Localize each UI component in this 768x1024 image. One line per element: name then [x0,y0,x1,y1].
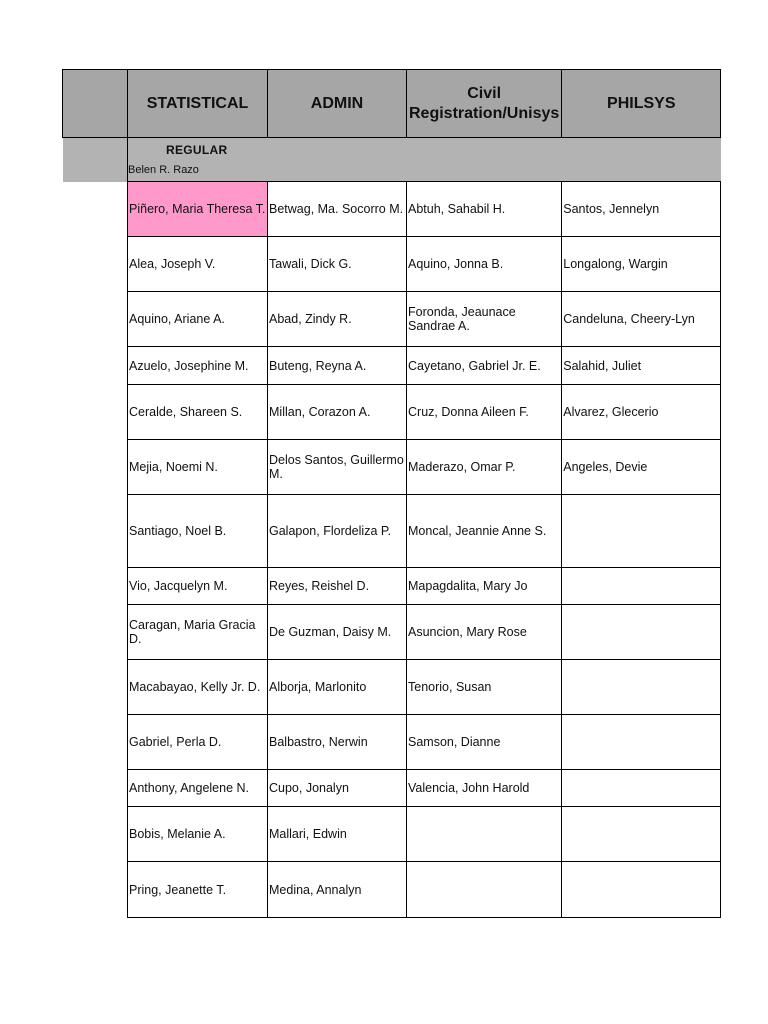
section-label-cell[interactable] [128,138,268,182]
cell-civil-registration[interactable] [407,807,562,862]
cell-philsys[interactable]: Candeluna, Cheery-Lyn [562,292,721,347]
cell-philsys[interactable]: Angeles, Devie [562,440,721,495]
cell-statistical[interactable]: Caragan, Maria Gracia D. [128,605,268,660]
cell-philsys[interactable] [562,807,721,862]
cell-civil-registration[interactable]: Moncal, Jeannie Anne S. [407,495,562,568]
table-row [63,770,721,807]
table-row [63,715,721,770]
cell-admin[interactable]: De Guzman, Daisy M. [268,605,407,660]
cell-civil-registration[interactable]: Cruz, Donna Aileen F. [407,385,562,440]
cell-statistical[interactable]: Anthony, Angelene N. [128,770,268,807]
row-gutter [63,605,128,660]
cell-civil-registration[interactable]: Samson, Dianne [407,715,562,770]
cell-statistical[interactable]: Piñero, Maria Theresa T. [128,182,268,237]
cell-statistical[interactable]: Vio, Jacquelyn M. [128,568,268,605]
cell-philsys[interactable]: Salahid, Juliet [562,347,721,385]
table-row [63,440,721,495]
table-row [63,182,721,237]
cell-civil-registration[interactable]: Asuncion, Mary Rose [407,605,562,660]
cell-admin[interactable]: Tawali, Dick G. [268,237,407,292]
row-gutter [63,807,128,862]
row-gutter [63,568,128,605]
cell-civil-registration[interactable] [407,862,562,918]
cell-statistical[interactable]: Ceralde, Shareen S. [128,385,268,440]
section-row [63,138,721,182]
cell-civil-registration[interactable]: Abtuh, Sahabil H. [407,182,562,237]
cell-philsys[interactable] [562,715,721,770]
header-admin[interactable]: ADMIN [268,70,407,138]
spreadsheet-table [62,69,721,918]
cell-civil-registration[interactable]: Maderazo, Omar P. [407,440,562,495]
table-row [63,385,721,440]
cell-admin[interactable]: Galapon, Flordeliza P. [268,495,407,568]
cell-admin[interactable]: Cupo, Jonalyn [268,770,407,807]
cell-philsys[interactable] [562,495,721,568]
header-row [63,70,721,138]
cell-philsys[interactable]: Longalong, Wargin [562,237,721,292]
section-filler [268,138,407,182]
row-gutter [63,292,128,347]
table-row [63,292,721,347]
cell-admin[interactable]: Millan, Corazon A. [268,385,407,440]
row-gutter [63,862,128,918]
row-gutter [63,237,128,292]
cell-admin[interactable]: Abad, Zindy R. [268,292,407,347]
section-gutter [63,138,128,182]
cell-philsys[interactable] [562,660,721,715]
table-row [63,660,721,715]
row-gutter [63,495,128,568]
table-row [63,605,721,660]
cell-statistical[interactable]: Gabriel, Perla D. [128,715,268,770]
header-civil-registration[interactable]: Civil Registration/Unisys [407,70,562,138]
cell-statistical[interactable]: Bobis, Melanie A. [128,807,268,862]
cell-admin[interactable]: Reyes, Reishel D. [268,568,407,605]
row-gutter [63,770,128,807]
cell-admin[interactable]: Medina, Annalyn [268,862,407,918]
cell-philsys[interactable]: Alvarez, Glecerio [562,385,721,440]
table-row [63,568,721,605]
cell-philsys[interactable]: Santos, Jennelyn [562,182,721,237]
cell-statistical[interactable]: Macabayao, Kelly Jr. D. [128,660,268,715]
section-label: REGULAR [166,143,228,157]
cell-philsys[interactable] [562,605,721,660]
header-statistical[interactable]: STATISTICAL [128,70,268,138]
table-row [63,347,721,385]
cell-civil-registration[interactable]: Tenorio, Susan [407,660,562,715]
row-gutter [63,440,128,495]
table-row [63,862,721,918]
cell-admin[interactable]: Buteng, Reyna A. [268,347,407,385]
cell-philsys[interactable] [562,862,721,918]
cell-statistical[interactable]: Mejia, Noemi N. [128,440,268,495]
header-philsys[interactable]: PHILSYS [562,70,721,138]
row-gutter [63,715,128,770]
header-blank-cell[interactable] [63,70,128,138]
cell-civil-registration[interactable]: Cayetano, Gabriel Jr. E. [407,347,562,385]
cell-civil-registration[interactable]: Valencia, John Harold [407,770,562,807]
table-row [63,807,721,862]
cell-statistical[interactable]: Alea, Joseph V. [128,237,268,292]
cell-civil-registration[interactable]: Foronda, Jeaunace Sandrae A. [407,292,562,347]
cell-philsys[interactable] [562,568,721,605]
table-row [63,237,721,292]
table-row [63,495,721,568]
cell-admin[interactable]: Delos Santos, Guillermo M. [268,440,407,495]
row-gutter [63,182,128,237]
cell-civil-registration[interactable]: Aquino, Jonna B. [407,237,562,292]
section-filler [407,138,562,182]
cell-admin[interactable]: Balbastro, Nerwin [268,715,407,770]
cell-statistical[interactable]: Pring, Jeanette T. [128,862,268,918]
section-filler [562,138,721,182]
cell-statistical[interactable]: Azuelo, Josephine M. [128,347,268,385]
section-sublabel: Belen R. Razo [128,164,199,176]
row-gutter [63,660,128,715]
row-gutter [63,347,128,385]
row-gutter [63,385,128,440]
cell-admin[interactable]: Betwag, Ma. Socorro M. [268,182,407,237]
cell-statistical[interactable]: Santiago, Noel B. [128,495,268,568]
cell-admin[interactable]: Alborja, Marlonito [268,660,407,715]
cell-civil-registration[interactable]: Mapagdalita, Mary Jo [407,568,562,605]
cell-philsys[interactable] [562,770,721,807]
cell-statistical[interactable]: Aquino, Ariane A. [128,292,268,347]
cell-admin[interactable]: Mallari, Edwin [268,807,407,862]
